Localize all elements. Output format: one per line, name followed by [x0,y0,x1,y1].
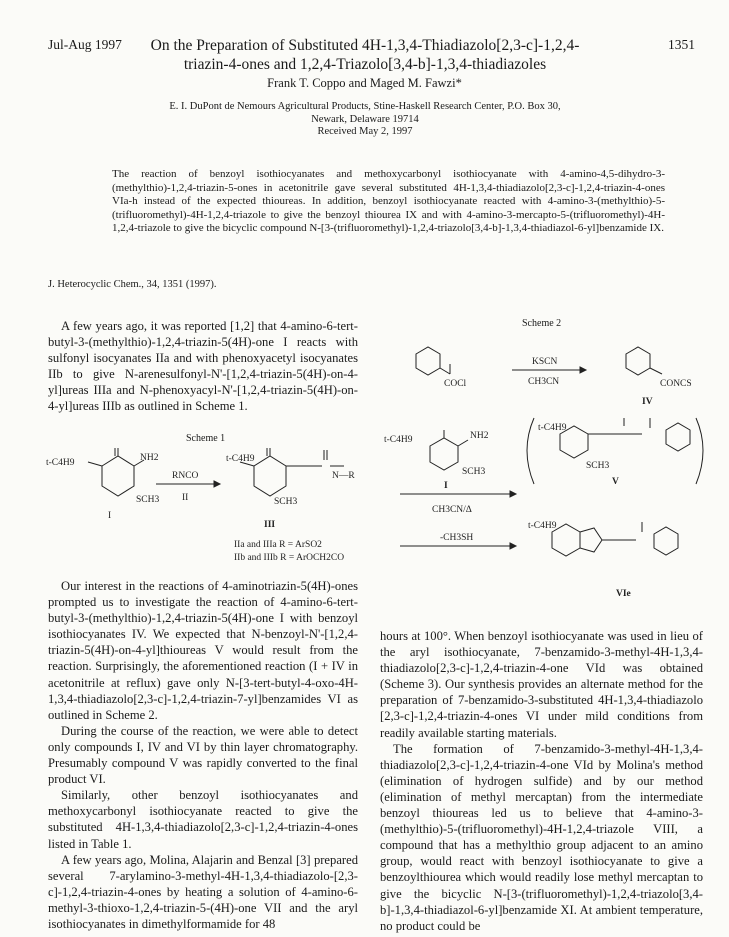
sch3-label: SCH3 [586,461,610,471]
paragraph: During the course of the reaction, we were able to detect only compounds I, IV and VI by thin layer chromatography. Presumably compound V was rapidly converted to the final product VI. [48,723,358,787]
triazine-ring-I [102,456,134,496]
tbu-label: t-C4H9 [226,454,255,464]
tbu-label: t-C4H9 [538,423,567,433]
received-date: Received May 2, 1997 [317,126,413,137]
tbu-label: t-C4H9 [384,435,413,445]
scheme-1-title: Scheme 1 [186,433,226,444]
reagent-label: RNCO [172,471,199,481]
scheme-1-diagram [44,448,364,576]
elimination-label: -CH3SH [440,533,474,543]
authors: Frank T. Coppo and Maged M. Fawzi* [267,76,462,90]
compound-V-label: V [612,477,619,487]
affiliation [120,101,610,139]
nh2-label: NH2 [470,431,489,441]
compound-VIe-label: VIe [616,589,631,599]
compound-I-label: I [108,511,112,521]
affiliation-line: Newark, Delaware 19714 [311,113,419,125]
concs-label: CONCS [660,379,692,389]
paragraph: Our interest in the reactions of 4-aminotriazin-5(4H)-ones prompted us to investigate the reaction of 4-amino-6-tert-butyl-3-(methylthio)-1,2,4-triazin-5(4H)-one I with benzoyl isothiocyanates IV. We expected that N-benzoyl-N'-[1,2,4-triazin-5(4H)-on-4-yl]thioureas V would result from the reaction. Surprisingly, the aforementioned reaction (I + IV in acetonitrile at reflux) gave only N-[3-tert-butyl-4-oxo-4H-1,3,4-thiadiazolo[2,3-c]-1,2,4-triazin-7-yl]benzamides VI as outlined in Scheme 2. [48,579,358,722]
reagent-number: II [182,493,189,503]
paragraph: hours at 100°. When benzoyl isothiocyanate was used in lieu of the aryl isothiocyanate, 7-benzamido-3-methyl-4H-1,3,4-thiadiazolo[2,3-c]-1,2,4-triazin-4-one VId was obtained (Scheme 3). Our synthesis provides an alternate method for the preparation of 7-benzamido-3-substituted 4H-1,3,4-thiadiazolo [2,3-c]-1,2,4-triazin-4-ones VI under mild conditions from readily available starting materials. [380,629,703,740]
scheme-1-legend: IIa and IIIa R = ArSO2 [234,540,322,550]
benzene-ring [626,347,650,375]
paragraph: The formation of 7-benzamido-3-methyl-4H-1,3,4-thiadiazolo[2,3-c]-1,2,4-triazin-4-one VId by Molina's method (elimination of hydrogen sulfide) and by our method (elimination of methyl mercaptan) from the intermediate benzoyl thioureas led us to believe that 4-amino-3-(methylthio)-5-(trifluoromethyl)-4H-1,2,4-triazole VIII, a compound that has a methylthio group adjacent to an amino group, would react with benzoyl isothiocyanate to give a benzoylthiourea which would readily lose methyl mercaptan to give the bicyclic N-[3-(trifluoromethyl)-1,2,4-triazolo[3,4-b]-1,3,4-thiadiazol-6-yl]benzamide XI. At ambient temperature, no product could be [380,741,703,933]
affiliation-line: E. I. DuPont de Nemours Agricultural Products, Stine-Haskell Research Center, P.O. Box 30, [169,101,561,112]
sch3-label: SCH3 [274,497,298,507]
left-column-top [48,318,358,415]
header-date: Jul-Aug 1997 [48,37,122,52]
tbu-label: t-C4H9 [46,458,75,468]
journal-reference: J. Heterocyclic Chem., 34, 1351 (1997). [48,279,217,290]
paper-title: On the Preparation of Substituted 4H-1,3,4-Thiadiazolo[2,3-c]-1,2,4-triazin-4-ones and 1,2,4-Triazolo[3,4-b]-1,3,4-thiadiazoles [150,37,580,73]
right-column [380,628,703,934]
compound-IV-label: IV [642,397,653,407]
paragraph: A few years ago, Molina, Alajarin and Benzal [3] prepared several 7-arylamino-3-methyl-4H-1,3,4-thiadiazolo-[2,3-c]-1,2,4-triazin-4-ones by heating a solution of 4-amino-6-methyl-3-thioxo-1,2,4-triazin-5-(4H)-one VII and the aryl isothiocyanates in dimethylformamide for 48 [48,852,358,931]
triazine-ring-I [430,438,458,470]
compound-I-label: I [444,481,448,491]
solvent-label: CH3CN [528,377,560,387]
benzene-ring [666,423,690,451]
nh2-label: NH2 [140,453,159,463]
scheme-1-legend: IIb and IIIb R = ArOCH2CO [234,553,345,563]
paragraph: Similarly, other benzoyl isothiocyanates and methoxycarbonyl isothiocyanate reacted to give the substituted 4H-1,3,4-thiadiazolo[2,3-c]-1,2,4-triazin-4-ones listed in Table 1. [48,788,358,851]
compound-III-label: III [264,520,276,530]
triazine-ring-III [254,456,286,496]
page-number: 1351 [668,37,695,52]
reagent-label: KSCN [532,357,558,367]
tbu-label: t-C4H9 [528,521,557,531]
sch3-label: SCH3 [462,467,486,477]
conditions-label: CH3CN/Δ [432,505,472,515]
abstract: The reaction of benzoyl isothiocyanates and methoxycarbonyl isothiocyanate with 4-amino-4,5-dihydro-3-(methylthio)-1,2,4-triazin-5-ones in acetonitrile gave several substituted 4H-1,3,4-thiadiazolo[2,3-c]-1,2,4-triazin-4-ones VIa-h instead of the expected thioureas. In addition, benzoyl isothiocyanate reacted with 4-amino-3-(methylthio)-5-(trifluoromethyl)-4H-1,2,4-triazole to give the benzoyl thiourea IX and with 4-amino-3-mercapto-5-(trifluoromethyl)-4H-1,2,4-triazole to give the bicyclic compound N-[3-(trifluoromethyl)-1,2,4-triazolo[3,4-b]-1,3,4-thiadiazol-6-yl]benzamide IX. [112,168,665,235]
thiadiazole-ring [580,528,602,552]
benzene-ring [654,527,678,555]
scheme-2-diagram [380,334,710,610]
cocl-label: COCl [444,379,467,389]
left-column-bottom [48,578,358,932]
benzene-ring [416,347,440,375]
r-group-label: N—R [332,471,355,481]
paragraph: A few years ago, it was reported [1,2] that 4-amino-6-tert-butyl-3-(methylthio)-1,2,4-triazin-5(4H)-one I reacts with sulfonyl isocyanates IIa and with phenoxyacetyl isocyanates IIb to give N-arenesulfonyl-N'-[1,2,4-triazin-5(4H)-on-4-yl]ureas IIIa and N-phenoxyacyl-N'-[1,2,4-triazin-5(4H)-on-4-yl]ureas IIIb as outlined in Scheme 1. [48,319,358,414]
sch3-label: SCH3 [136,495,160,505]
scheme-2-title: Scheme 2 [522,318,562,329]
